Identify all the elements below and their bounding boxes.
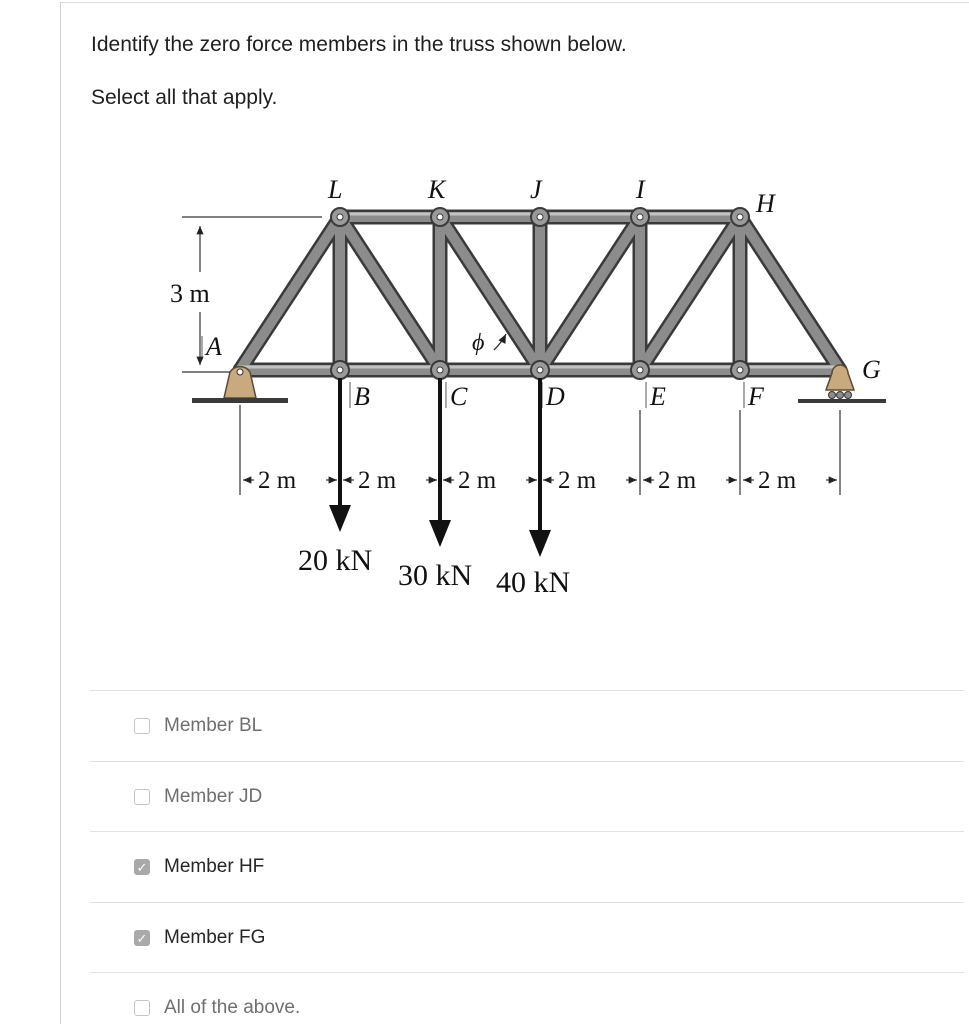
spacing-label-3: 2 m [458,467,497,494]
option-label: Member JD [164,786,263,807]
joint-label-a: A [206,332,222,361]
spacing-label-1: 2 m [258,467,297,494]
option-member-fg[interactable] [134,923,534,953]
option-all-of-the-above[interactable] [134,993,534,1023]
load-label-30kn: 30 kN [398,559,473,592]
option-member-bl[interactable] [134,711,534,741]
spacing-label-2: 2 m [358,467,397,494]
joint-label-l: L [328,175,343,204]
option-label: Member HF [164,856,265,877]
option-label: Member FG [164,927,266,948]
truss-diagram [150,160,900,610]
option-member-jd[interactable] [134,782,534,812]
load-label-20kn: 20 kN [298,544,373,577]
left-border [60,2,61,1024]
checkbox-member-hf[interactable]: ✓ [134,859,150,875]
option-divider [90,690,964,691]
load-label-40kn: 40 kN [496,566,571,599]
load-arrows [340,378,540,535]
joint-label-k: K [428,175,446,204]
checkbox-member-bl[interactable] [134,718,150,734]
joint-label-c: C [450,382,468,411]
option-divider [90,831,964,832]
spacing-label-6: 2 m [758,467,797,494]
option-divider [90,902,964,903]
option-divider [90,972,964,973]
option-label: Member BL [164,715,263,736]
joint-label-f: F [748,382,764,411]
joint-label-h: H [756,189,775,218]
checkbox-member-jd[interactable] [134,789,150,805]
option-member-hf[interactable] [134,852,534,882]
spacing-label-4: 2 m [558,467,597,494]
angle-phi-label: ϕ [472,330,485,356]
joint-label-g: G [862,355,881,384]
joint-label-i: I [636,175,645,204]
checkbox-member-fg[interactable]: ✓ [134,930,150,946]
top-border [60,2,969,3]
joint-label-j: J [530,175,542,204]
height-dimension-label: 3 m [170,279,210,308]
question-prompt: Identify the zero force members in the truss shown below. [91,33,627,56]
joint-label-b: B [354,382,370,411]
question-instruction: Select all that apply. [91,86,278,109]
option-divider [90,761,964,762]
option-label: All of the above. [164,997,301,1018]
joint-label-e: E [650,382,666,411]
spacing-label-5: 2 m [658,467,697,494]
checkbox-all-of-the-above[interactable] [134,1000,150,1016]
joint-label-d: D [546,382,565,411]
